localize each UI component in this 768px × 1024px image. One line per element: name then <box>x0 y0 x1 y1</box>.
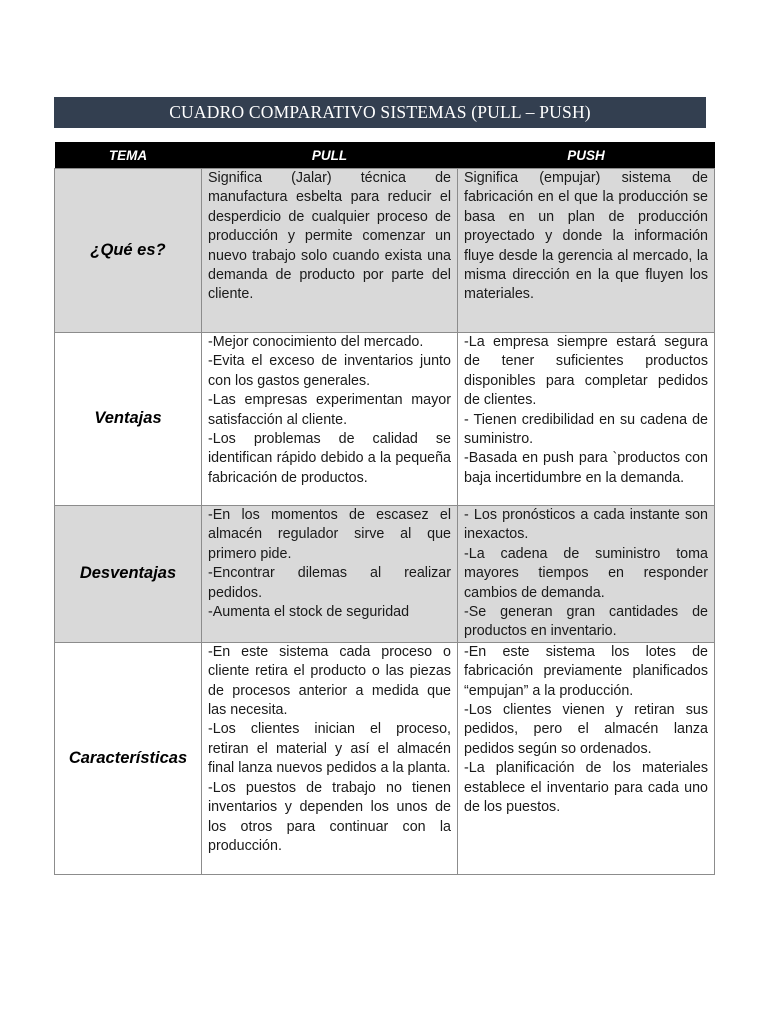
table-row <box>55 506 715 643</box>
cell-text: -En este sistema cada proceso o cliente retira el producto o las piezas de procesos anterior a medida que las necesita. <box>208 643 451 719</box>
cell-text: -Encontrar dilemas al realizar pedidos. <box>208 565 451 601</box>
topic-cell: ¿Qué es? <box>55 169 202 333</box>
cell-text: -Los puestos de trabajo no tienen inventarios y dependen los unos de los otros para continuar con la producción. <box>208 779 451 854</box>
cell-text: -En este sistema los lotes de fabricación previamente planificados “empujan” a la producción. <box>464 643 708 699</box>
cell-text: Significa (Jalar) técnica de manufactura esbelta para reducir el desperdicio de cualquier proceso de producción y permite comenzar un nuevo trabajo solo cuando exista una demanda de producto por parte del cliente. <box>208 170 451 303</box>
cell-text: -Los problemas de calidad se identifican rápido debido a la pequeña fabricación de productos. <box>208 431 451 486</box>
cell-text: -Aumenta el stock de seguridad <box>208 604 410 621</box>
pull-cell <box>202 642 458 874</box>
pull-cell <box>202 333 458 506</box>
topic-cell: Ventajas <box>55 333 202 506</box>
topic-cell: Características <box>55 642 202 874</box>
table-row <box>55 642 715 874</box>
cell-text: -Mejor conocimiento del mercado. <box>208 334 424 350</box>
cell-text: - Tienen credibilidad en su cadena de suministro. <box>464 411 708 448</box>
comparison-table <box>54 142 715 875</box>
cell-text: -La planificación de los materiales establece el inventario para cada uno de los puestos. <box>464 760 708 816</box>
cell-text: -Se generan gran cantidades de productos en inventario. <box>464 604 708 640</box>
header-push: PUSH <box>458 142 715 169</box>
header-tema: TEMA <box>55 142 202 169</box>
table-row <box>55 169 715 333</box>
topic-cell: Desventajas <box>55 506 202 643</box>
cell-text: -Basada en push para `productos con baja incertidumbre en la demanda. <box>464 450 708 486</box>
pull-cell <box>202 506 458 643</box>
table-row <box>55 333 715 506</box>
push-cell <box>458 169 715 333</box>
cell-text: Significa (empujar) sistema de fabricación en el que la producción se basa en un plan de producción proyectado y donde la información fluye desde la gerencia al mercado, la misma dirección en la que fluyen los materiales. <box>464 170 708 303</box>
push-cell <box>458 506 715 643</box>
cell-text: -Las empresas experimentan mayor satisfacción al cliente. <box>208 392 451 428</box>
cell-text: -Los clientes vienen y retiran sus pedidos, pero el almacén lanza pedidos según so ordenados. <box>464 702 708 757</box>
push-cell <box>458 642 715 874</box>
cell-text: -La empresa siempre estará segura de tener suficientes productos disponibles para completar pedidos de clientes. <box>464 334 708 409</box>
header-pull: PULL <box>202 142 458 169</box>
table-header-row <box>55 142 715 169</box>
cell-text: - Los pronósticos a cada instante son inexactos. <box>464 507 708 543</box>
cell-text: -Evita el exceso de inventarios junto con los gastos generales. <box>208 353 451 389</box>
document-title: CUADRO COMPARATIVO SISTEMAS (PULL – PUSH) <box>54 97 706 128</box>
cell-text: -La cadena de suministro toma mayores tiempos en responder cambios de demanda. <box>464 545 708 601</box>
cell-text: -Los clientes inician el proceso, retiran el material y así el almacén final lanza nuevos pedidos a la planta. <box>208 721 451 777</box>
cell-text: -En los momentos de escasez el almacén regulador sirve al que primero pide. <box>208 507 451 562</box>
pull-cell <box>202 169 458 333</box>
push-cell <box>458 333 715 506</box>
